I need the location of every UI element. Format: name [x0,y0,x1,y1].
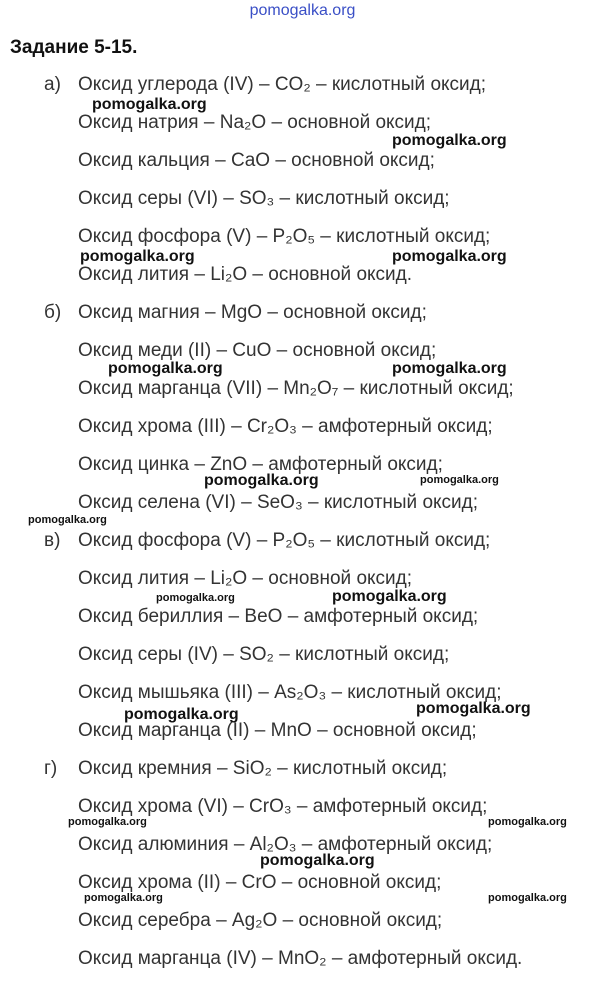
watermark: pomogalka.org [80,248,195,265]
oxide-text: Оксид селена (VI) – SeO₃ – кислотный оксид; [78,492,479,513]
section-label: в) [44,530,61,551]
watermark: pomogalka.org [84,892,163,904]
oxide-text: Оксид кальция – CaO – основной оксид; [78,150,435,171]
oxide-text: Оксид фосфора (V) – P₂O₅ – кислотный оксид; [78,226,491,247]
watermark: pomogalka.org [332,588,447,605]
oxide-text: Оксид хрома (III) – Cr₂O₃ – амфотерный оксид; [78,416,493,437]
watermark: pomogalka.org [260,852,375,869]
watermark-top: pomogalka.org [249,2,356,19]
watermark: pomogalka.org [28,514,107,526]
watermark: pomogalka.org [204,472,319,489]
oxide-text: Оксид лития – Li₂O – основной оксид; [78,568,413,589]
oxide-text: Оксид хрома (II) – CrO – основной оксид; [78,872,442,893]
oxide-text: Оксид углерода (IV) – CO₂ – кислотный оксид; [78,74,487,95]
oxide-text: Оксид магния – MgO – основной оксид; [78,302,427,323]
watermark: pomogalka.org [416,700,531,717]
oxide-text: Оксид серы (IV) – SO₂ – кислотный оксид; [78,644,450,665]
section-label: б) [44,302,62,323]
watermark: pomogalka.org [392,360,507,377]
watermark: pomogalka.org [124,706,239,723]
page-title: Задание 5-15. [10,37,138,58]
oxide-text: Оксид хрома (VI) – CrO₃ – амфотерный оксид; [78,796,488,817]
oxide-text: Оксид марганца (IV) – MnO₂ – амфотерный оксид. [78,948,523,969]
oxide-text: Оксид меди (II) – CuO – основной оксид; [78,340,437,361]
oxide-text: Оксид цинка – ZnO – амфотерный оксид; [78,454,443,475]
watermark: pomogalka.org [488,816,567,828]
oxide-text: Оксид кремния – SiO₂ – кислотный оксид; [78,758,448,779]
section-label: а) [44,74,61,95]
watermark: pomogalka.org [392,248,507,265]
section-label: г) [44,758,58,779]
oxide-text: Оксид марганца (II) – MnO – основной оксид; [78,720,477,741]
oxide-text: Оксид мышьяка (III) – As₂O₃ – кислотный оксид; [78,682,502,703]
oxide-text: Оксид натрия – Na₂O – основной оксид; [78,112,432,133]
watermark: pomogalka.org [92,96,207,113]
watermark: pomogalka.org [108,360,223,377]
oxide-text: Оксид алюминия – Al₂O₃ – амфотерный оксид; [78,834,493,855]
oxide-text: Оксид серебра – Ag₂O – основной оксид; [78,910,443,931]
oxide-text: Оксид серы (VI) – SO₃ – кислотный оксид; [78,188,450,209]
watermark: pomogalka.org [420,474,499,486]
oxide-text: Оксид лития – Li₂O – основной оксид. [78,264,413,285]
oxide-text: Оксид марганца (VII) – Mn₂O₇ – кислотный оксид; [78,378,514,399]
oxide-text: Оксид фосфора (V) – P₂O₅ – кислотный оксид; [78,530,491,551]
watermark: pomogalka.org [68,816,147,828]
watermark: pomogalka.org [392,132,507,149]
watermark: pomogalka.org [156,592,235,604]
oxide-text: Оксид бериллия – BeO – амфотерный оксид; [78,606,479,627]
watermark: pomogalka.org [488,892,567,904]
